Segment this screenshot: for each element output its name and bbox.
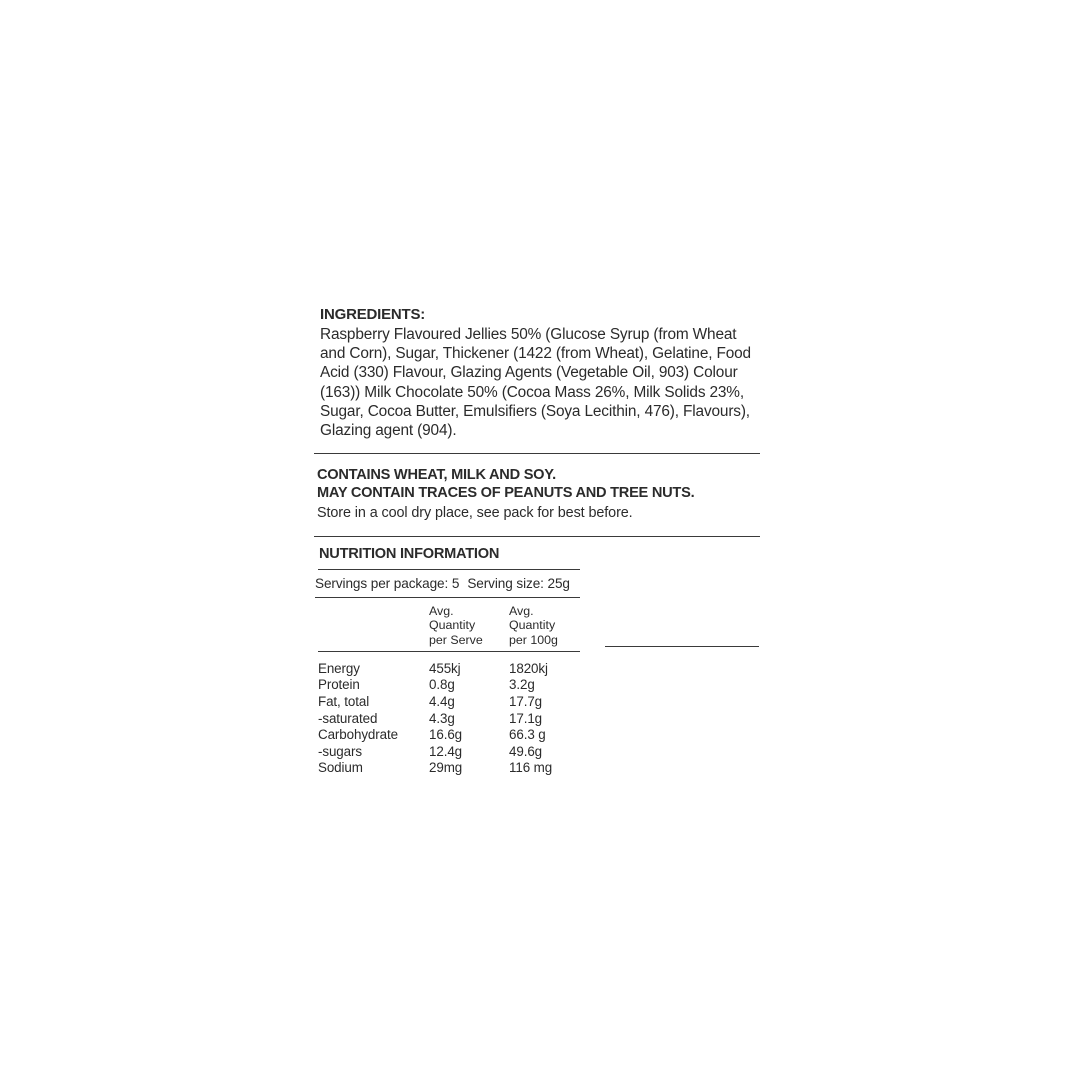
column-header-line: per 100g: [509, 632, 558, 647]
serving-size: Serving size: 25g: [467, 576, 570, 592]
per-serve-value: 4.4g: [429, 694, 455, 710]
nutrient-name: Carbohydrate: [318, 727, 398, 743]
nutrition-panel: [315, 545, 580, 777]
per-100g-value: 116 mg: [509, 760, 553, 776]
servings-per-package: Servings per package: 5: [315, 576, 460, 592]
nutrition-rows: [318, 652, 580, 777]
column-header-line: Avg.: [509, 604, 534, 619]
nutrient-name: -sugars: [318, 743, 362, 759]
nutrition-area: [314, 537, 760, 777]
nutrient-name: Fat, total: [318, 694, 370, 710]
nutrition-row: [318, 711, 580, 728]
nutrient-column-header: [318, 604, 429, 647]
per-serve-value: 12.4g: [429, 743, 463, 759]
nutrition-row: [318, 760, 580, 777]
column-header-line: per Serve: [429, 632, 483, 647]
nutrition-column-headers: [318, 598, 580, 652]
per-serve-value: 16.6g: [429, 727, 463, 743]
column-header-line: Quantity: [509, 618, 556, 633]
nutrient-name: Sodium: [318, 760, 363, 776]
nutrient-name: Protein: [318, 677, 360, 693]
nutrient-name: Energy: [318, 660, 360, 676]
may-contain-statement: MAY CONTAIN TRACES OF PEANUTS AND TREE NUTS.: [317, 485, 695, 502]
servings-line: [315, 570, 580, 598]
per-100g-value: 66.3 g: [509, 727, 546, 743]
ingredients-section: [314, 305, 760, 440]
product-label: [314, 305, 760, 777]
per-serve-column-header: [429, 604, 509, 647]
per-serve-value: 0.8g: [429, 677, 455, 693]
ingredients-heading: INGREDIENTS:: [320, 306, 426, 323]
nutrition-row: [318, 744, 580, 761]
nutrition-row: [318, 661, 580, 678]
ingredients-list: Raspberry Flavoured Jellies 50% (Glucose Syrup (from Wheat and Corn), Sugar, Thickener (1422 (from Wheat), Gelatine, Food Acid (330) Flavour, Glazing Agents (Vegetable Oil, 903) Colour (163)) Milk Chocolate 50% (Cocoa Mass 26%, Milk Solids 23%, Sugar, Cocoa Butter, Emulsifiers (Soya Lecithin, 476), Flavours), Glazing agent (904).: [320, 326, 751, 440]
column-header-line: Quantity: [429, 618, 476, 633]
per-100g-column-header: [509, 604, 580, 647]
column-header-line: Avg.: [429, 604, 454, 619]
contains-statement: CONTAINS WHEAT, MILK AND SOY.: [317, 467, 556, 484]
per-100g-value: 17.7g: [509, 694, 543, 710]
per-100g-value: 1820kj: [509, 660, 548, 676]
side-divider: [605, 646, 759, 647]
per-serve-value: 4.3g: [429, 710, 455, 726]
allergen-section: [314, 454, 760, 523]
nutrition-row: [318, 694, 580, 711]
nutrient-name: -saturated: [318, 710, 378, 726]
per-100g-value: 49.6g: [509, 743, 543, 759]
nutrition-row: [318, 727, 580, 744]
per-100g-value: 17.1g: [509, 710, 543, 726]
per-serve-value: 29mg: [429, 760, 463, 776]
nutrition-heading: NUTRITION INFORMATION: [318, 545, 580, 570]
per-100g-value: 3.2g: [509, 677, 535, 693]
per-serve-value: 455kj: [429, 660, 461, 676]
storage-instructions: Store in a cool dry place, see pack for best before.: [317, 505, 633, 522]
nutrition-row: [318, 677, 580, 694]
